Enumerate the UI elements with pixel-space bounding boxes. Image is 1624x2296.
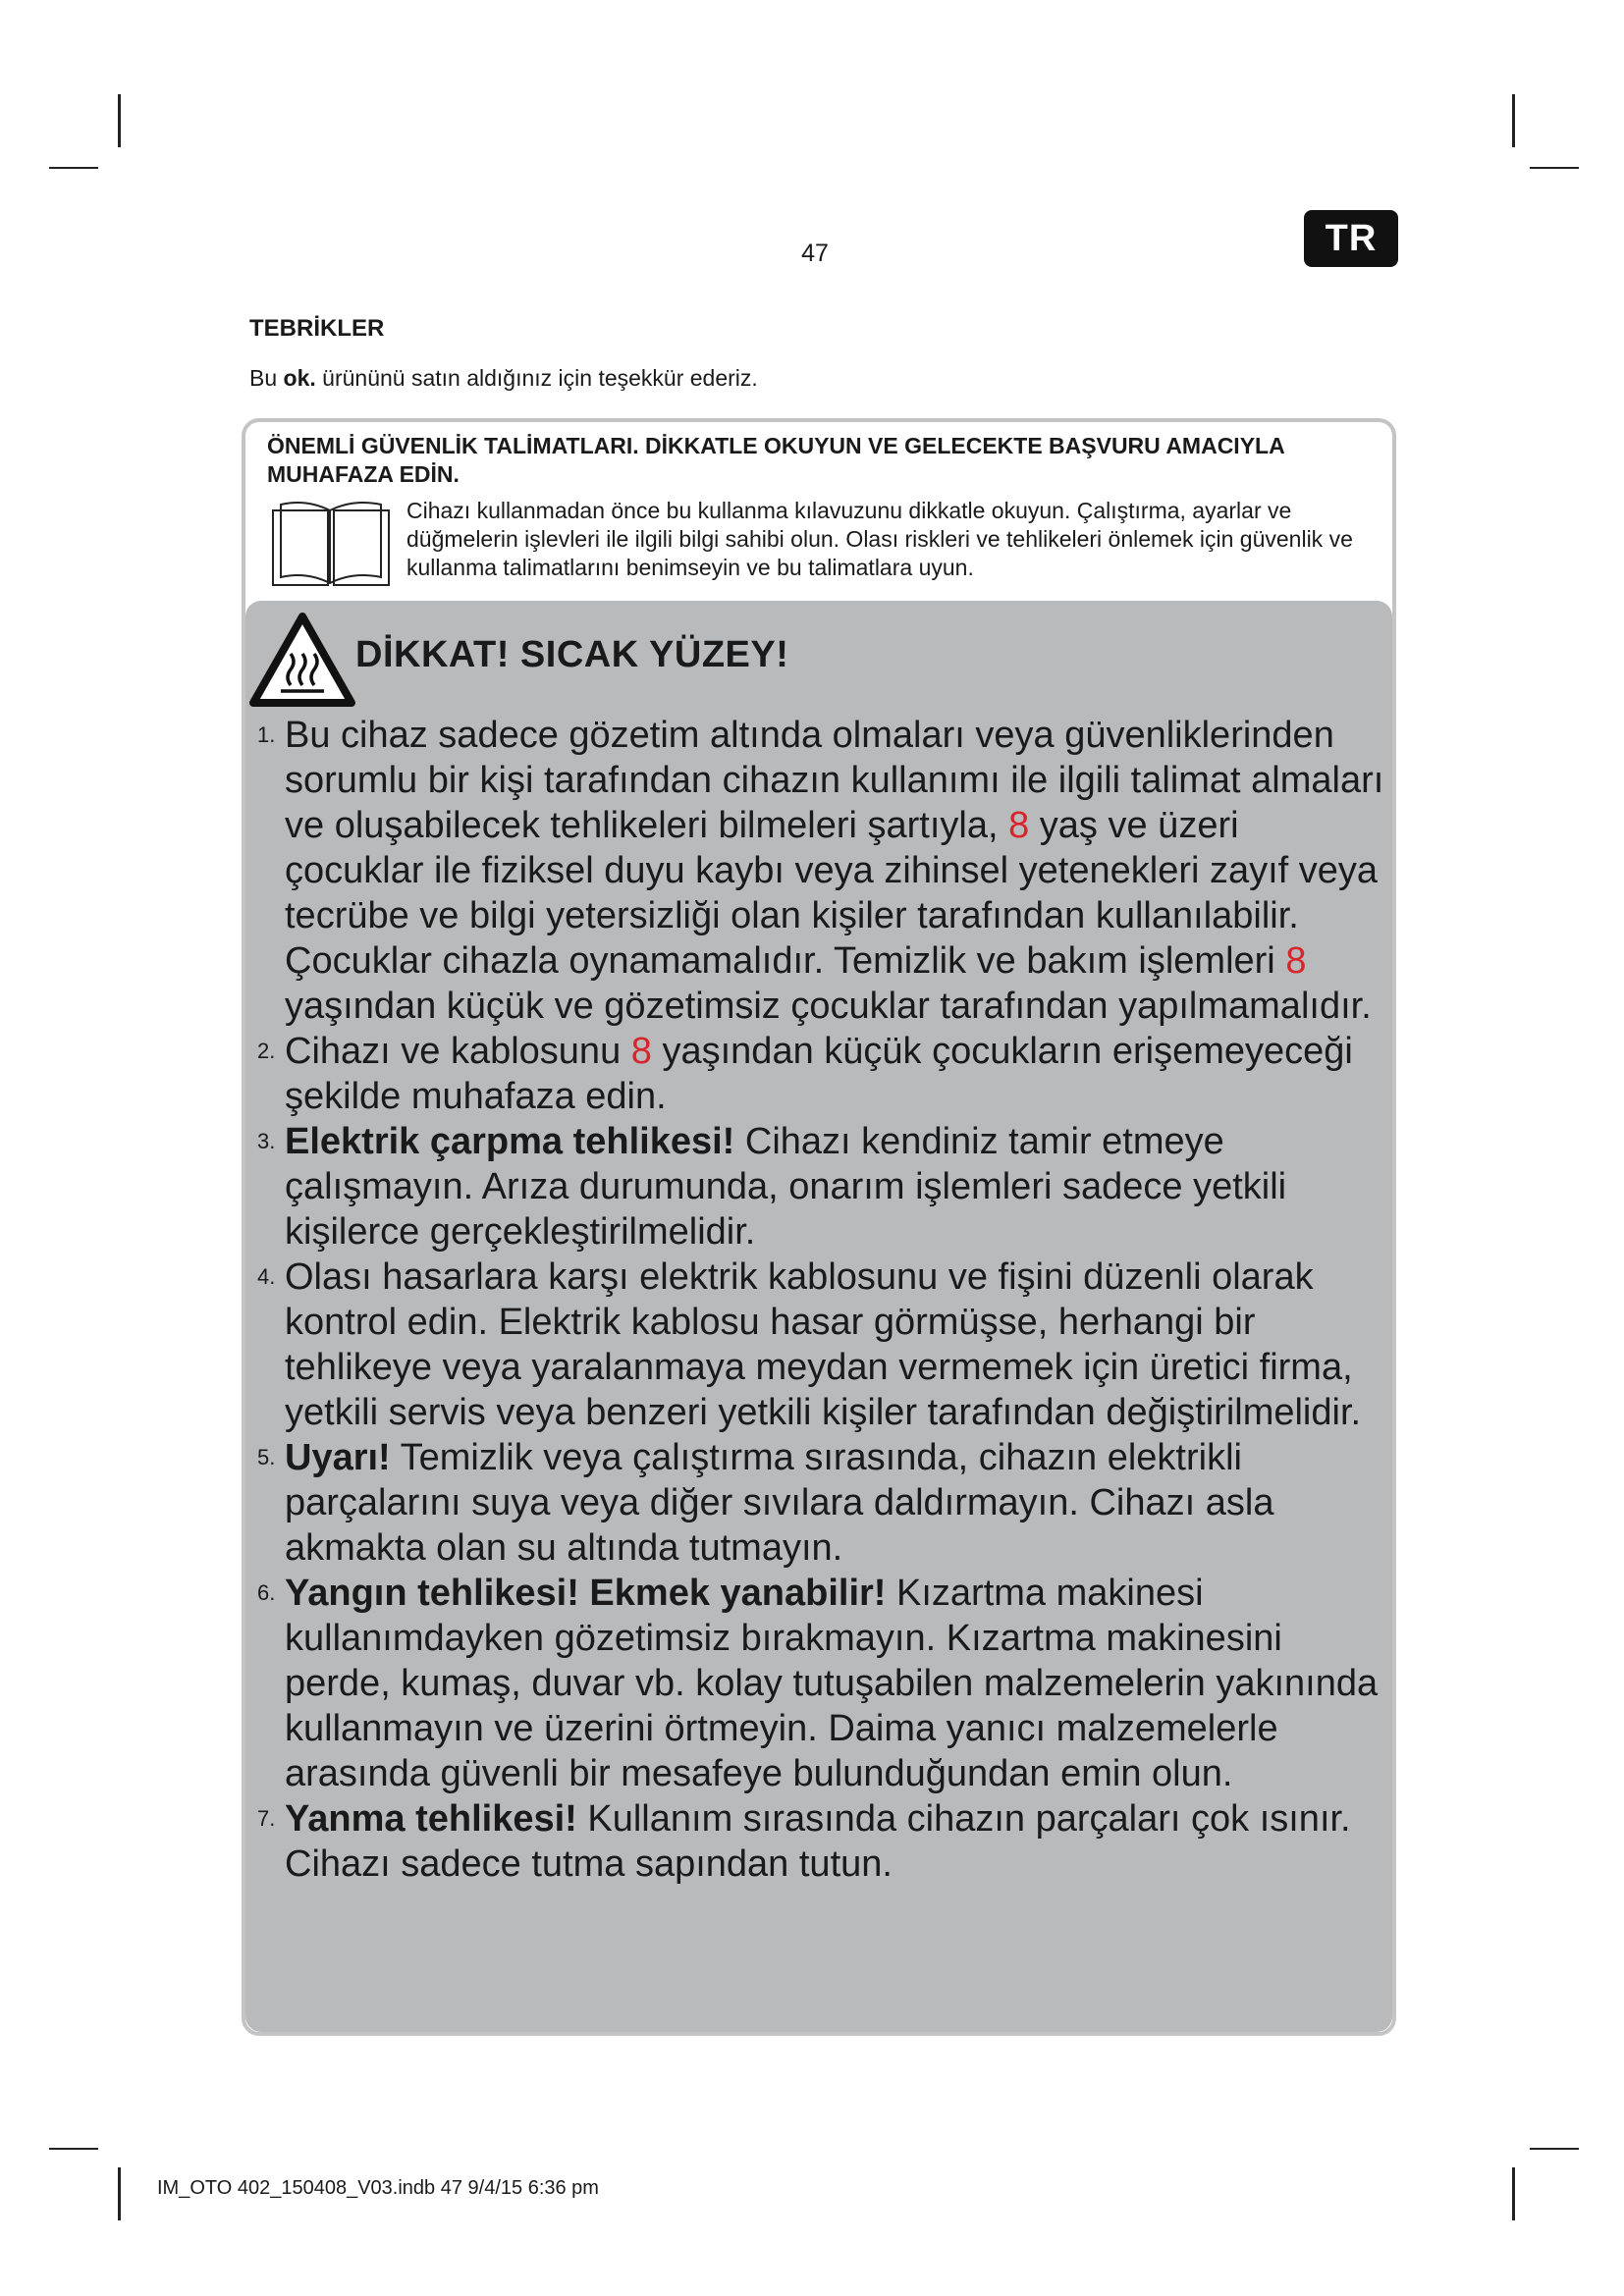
age-highlight: 8: [630, 1031, 652, 1072]
list-item: [257, 1255, 1386, 1435]
open-book-icon: [267, 497, 395, 591]
item-text: Olası hasarlara karşı elektrik kablosunu ve fişini düzenli olarak kontrol edin. Elektrik kablosu hasar görmüşse, herhangi bir tehlikeye veya yaralanmaya meydan vermemek için üretici firma, yetkili servis veya benzeri yetkili kişiler tarafından değiştirilmelidir.: [285, 1256, 1362, 1433]
item-text: Bu cihaz sadece gözetim altında olmaları veya güvenliklerinden sorumlu bir kişi tarafından cihazın kullanımı ile ilgili talimat almaları ve oluşabilecek tehlikeleri bilmeleri şartıyla,: [285, 715, 1384, 846]
list-item: [257, 1029, 1386, 1119]
warning-heading: DİKKAT! SICAK YÜZEY!: [355, 634, 789, 675]
item-number: 7 .: [257, 1796, 275, 1842]
crop-mark: [118, 94, 121, 147]
list-item: [257, 1119, 1386, 1255]
congrats-title: TEBRİKLER: [249, 315, 385, 342]
age-highlight: 8: [1285, 940, 1307, 982]
item-number: 5 .: [257, 1435, 275, 1480]
item-bold-lead: Yangın tehlikesi! Ekmek yanabilir!: [285, 1573, 887, 1614]
page-number: 47: [801, 240, 829, 267]
crop-mark: [1512, 2167, 1515, 2220]
item-number: 2 .: [257, 1029, 275, 1074]
item-number: 1 .: [257, 713, 275, 758]
crop-mark: [49, 167, 98, 169]
hot-surface-warning-icon: [247, 611, 357, 709]
item-number: 3 .: [257, 1119, 275, 1164]
item-bold-lead: Uyarı!: [285, 1437, 391, 1478]
item-text: Cihazı kendiniz tamir etmeye çalışmayın. Arıza durumunda, onarım işlemleri sadece yetkili kişilerce gerçekleştirilmelidir.: [285, 1121, 1287, 1253]
list-item: [257, 713, 1386, 1029]
safety-intro: Cihazı kullanmadan önce bu kullanma kılavuzunu dikkatle okuyun. Çalıştırma, ayarlar ve düğmelerin işlevleri ile ilgili bilgi sahibi olun. Olası riskleri ve tehlikeleri önlemek için güvenlik ve kullanma talimatlarını benimseyin ve bu talimatlara uyun.: [406, 498, 1353, 580]
thanks-after: ürününü satın aldığınız için teşekkür ederiz.: [322, 365, 758, 391]
list-item: [257, 1435, 1386, 1571]
item-text: yaş ve üzeri çocuklar ile fiziksel duyu kaybı veya zihinsel yetenekleri zayıf veya tecrübe ve bilgi yetersizliği olan kişiler tarafından kullanılabilir. Çocuklar cihazla oynamamalıdır. Temizlik ve bakım işlemleri: [285, 805, 1379, 982]
print-slug: IM_OTO 402_150408_V03.indb 47 9/4/15 6:36 pm: [157, 2177, 599, 2199]
item-text: yaşından küçük ve gözetimsiz çocuklar tarafından yapılmamalıdır.: [285, 986, 1372, 1027]
crop-mark: [49, 2148, 98, 2150]
item-text: Kullanım sırasında cihazın parçaları çok ısınır. Cihazı sadece tutma sapından tutun.: [285, 1798, 1351, 1885]
age-highlight: 8: [1008, 805, 1030, 846]
item-number: 4 .: [257, 1255, 275, 1300]
safety-list: [257, 713, 1386, 1887]
thanks-line: [249, 365, 758, 392]
list-item: [257, 1571, 1386, 1796]
item-number: 6 .: [257, 1571, 275, 1616]
item-text: yaşından küçük çocukların erişemeyeceği şekilde muhafaza edin.: [285, 1031, 1353, 1117]
crop-mark: [1530, 167, 1579, 169]
item-bold-lead: Elektrik çarpma tehlikesi!: [285, 1121, 735, 1162]
language-badge: TR: [1304, 210, 1398, 267]
item-bold-lead: Yanma tehlikesi!: [285, 1798, 577, 1840]
item-text: Cihazı ve kablosunu: [285, 1031, 622, 1072]
crop-mark: [1512, 94, 1515, 147]
brand-name: ok.: [283, 365, 316, 391]
list-item: [257, 1796, 1386, 1887]
crop-mark: [1530, 2148, 1579, 2150]
safety-title: ÖNEMLİ GÜVENLİK TALİMATLARI. DİKKATLE OKUYUN VE GELECEKTE BAŞVURU AMACIYLA MUHAFAZA EDİN.: [267, 433, 1284, 487]
crop-mark: [118, 2167, 121, 2220]
item-text: Kızartma makinesi kullanımdayken gözetimsiz bırakmayın. Kızartma makinesini perde, kumaş, duvar vb. kolay tutuşabilen malzemelerin yakınında kullanmayın ve üzerini örtmeyin. Daima yanıcı malzemelerle arasında güvenli bir mesafeye bulunduğundan emin olun.: [285, 1573, 1379, 1794]
thanks-before: Bu: [249, 365, 278, 391]
item-text: Temizlik veya çalıştırma sırasında, cihazın elektrikli parçalarını suya veya diğer sıvılara daldırmayın. Cihazı asla akmakta olan su altında tutmayın.: [285, 1437, 1274, 1569]
